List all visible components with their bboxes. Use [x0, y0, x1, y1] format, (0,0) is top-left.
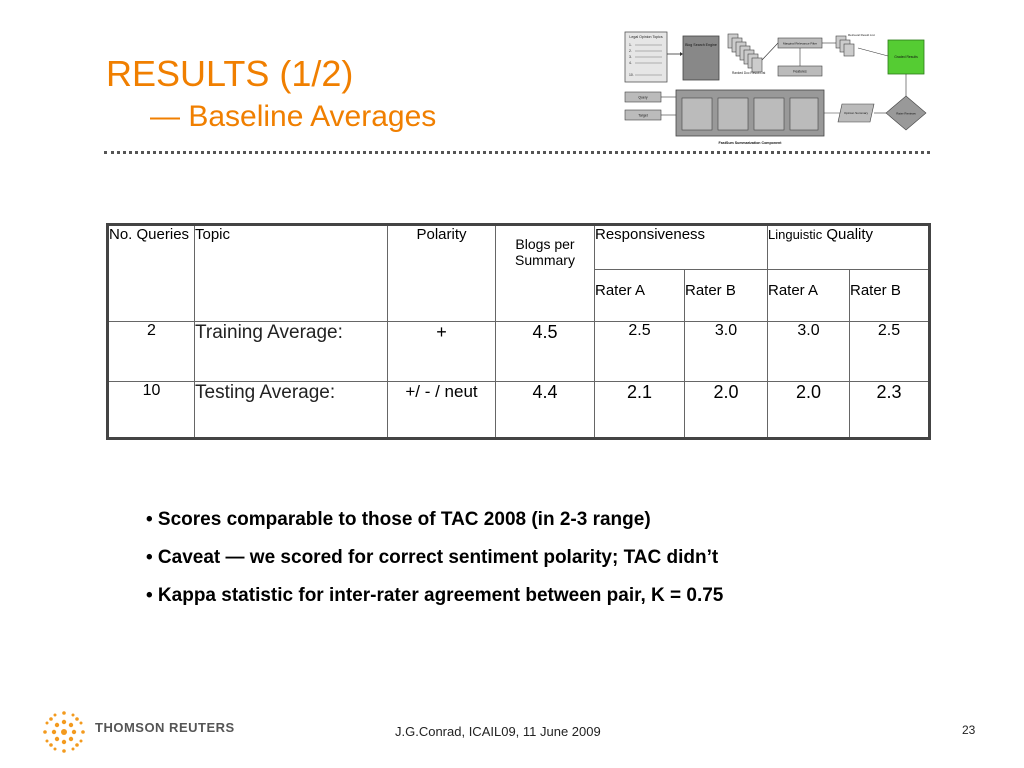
- header-ling-rater-a: Rater A: [768, 270, 850, 322]
- query-label: Query: [638, 95, 648, 100]
- cell-resp-b: 3.0: [685, 322, 768, 382]
- retrieval-label: Retrieval Result List: [848, 33, 875, 37]
- page-number: 23: [962, 723, 976, 737]
- bullet-item: • Kappa statistic for inter-rater agreement between pair, K = 0.75: [146, 585, 724, 606]
- topic-item-2: 2.: [629, 49, 632, 53]
- cell-ling-b: 2.5: [850, 322, 930, 382]
- bullet-item: • Scores comparable to those of TAC 2008 (in 2-3 range): [146, 509, 651, 530]
- search-engine-label: Blog Search Engine: [685, 43, 717, 47]
- cell-polarity: +/ - / neut: [388, 382, 496, 439]
- cell-ling-b: 2.3: [850, 382, 930, 439]
- cell-resp-a: 2.1: [595, 382, 685, 439]
- cell-blogs-per-summary: 4.4: [496, 382, 595, 439]
- header-resp-rater-a: Rater A: [595, 270, 685, 322]
- thomson-reuters-logo-icon: [40, 708, 88, 756]
- topic-item-4: 4.: [629, 61, 632, 65]
- cell-polarity: +: [388, 322, 496, 382]
- features-label: Features: [793, 69, 807, 74]
- header-polarity: Polarity: [388, 225, 496, 322]
- slide-subtitle: — Baseline Averages: [150, 100, 437, 133]
- title-divider: [104, 151, 930, 154]
- cell-resp-a: 2.5: [595, 322, 685, 382]
- topics-label: Legal Opinion Topics: [629, 35, 663, 39]
- header-linguistic-quality: [768, 225, 930, 270]
- header-linguistic: Linguistic: [768, 227, 823, 242]
- header-responsiveness: Responsiveness: [595, 225, 768, 270]
- header-no-queries: No. Queries: [108, 225, 195, 322]
- table-row: [108, 382, 930, 439]
- bullet-item: • Caveat — we scored for correct sentiment polarity; TAC didn’t: [146, 547, 719, 568]
- cell-topic: Training Average:: [195, 322, 388, 382]
- opinion-summary-label: Opinion Summary: [843, 111, 869, 115]
- header-topic: Topic: [195, 225, 388, 322]
- cell-no-queries: 2: [108, 322, 195, 382]
- rater-reviews-label: Rater Reviews: [896, 111, 916, 116]
- topic-item-10: 10.: [629, 73, 634, 77]
- header-blogs-per-summary: Blogs per Summary: [496, 225, 595, 322]
- bullet-list: [146, 506, 723, 620]
- cell-blogs-per-summary: 4.5: [496, 322, 595, 382]
- brand-name: THOMSON REUTERS: [95, 720, 235, 735]
- header-resp-rater-b: Rater B: [685, 270, 768, 322]
- cell-ling-a: 3.0: [768, 322, 850, 382]
- cell-no-queries: 10: [108, 382, 195, 439]
- table-row: [108, 322, 930, 382]
- topic-item-3: 3.: [629, 55, 632, 59]
- cell-topic: Testing Average:: [195, 382, 388, 439]
- header-ling-rater-b: Rater B: [850, 270, 930, 322]
- filter-label: Marginal Relevance Filter: [782, 41, 818, 46]
- slide-title: RESULTS (1/2): [106, 53, 354, 94]
- target-label: Target: [638, 113, 648, 118]
- cell-ling-a: 2.0: [768, 382, 850, 439]
- cell-resp-b: 2.0: [685, 382, 768, 439]
- topic-item-1: 1.: [629, 43, 632, 47]
- fastsum-caption: FastSum Summarization Component: [718, 141, 782, 145]
- ranked-doc-label: Ranked Doc Result List: [732, 71, 766, 75]
- system-diagram: [620, 30, 940, 146]
- results-table: [106, 223, 931, 440]
- header-quality: Quality: [826, 226, 874, 243]
- footer-citation: J.G.Conrad, ICAIL09, 11 June 2009: [395, 724, 601, 739]
- graded-results-label: Graded Results: [894, 55, 918, 59]
